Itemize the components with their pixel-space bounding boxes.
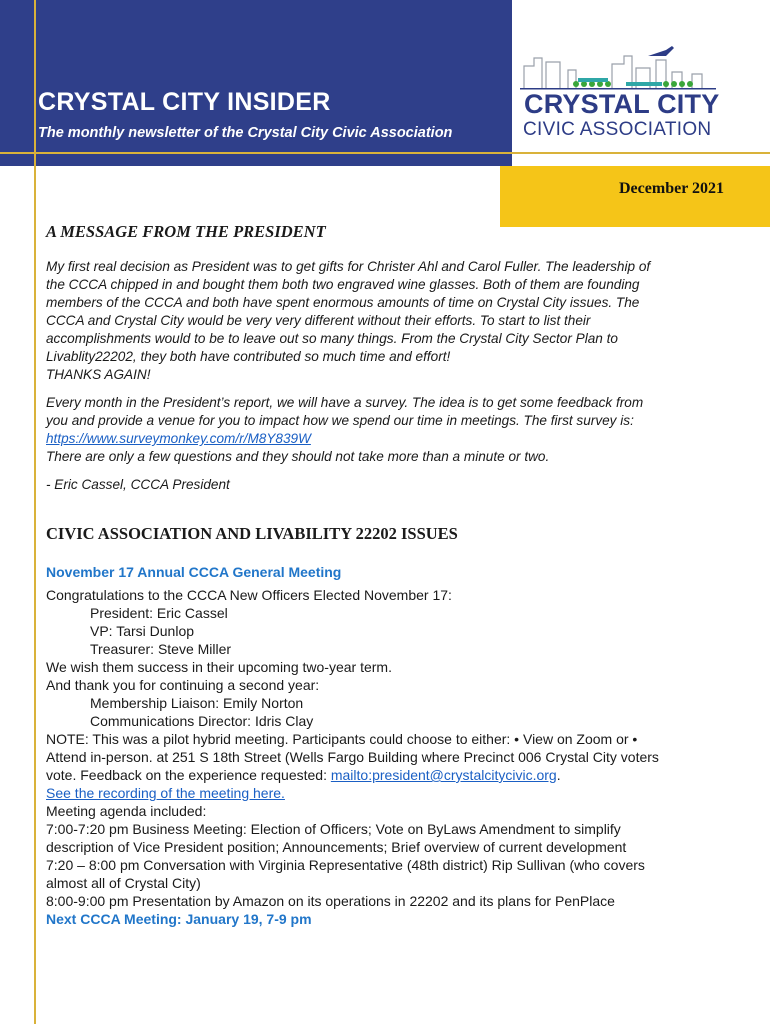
text-line: Every month in the President’s report, we will have a survey. The idea is to get some feedback from [46, 395, 644, 410]
text-line: There are only a few questions and they should not take more than a minute or two. [46, 449, 550, 464]
newsletter-subtitle: The monthly newsletter of the Crystal City Civic Association [38, 125, 453, 141]
officer-item: President: Eric Cassel [90, 605, 228, 621]
email-link[interactable]: mailto:president@crystalcitycivic.org [330, 767, 557, 783]
text-line: Congratulations to the CCCA New Officers Elected November 17: [46, 587, 452, 603]
issues-section-heading: CIVIC ASSOCIATION AND LIVABILITY 22202 ISSUES [46, 524, 458, 543]
president-message-paragraph-2 [46, 394, 736, 466]
officer-item: Treasurer: Steve Miller [90, 641, 232, 657]
president-signature: - Eric Cassel, CCCA President [46, 477, 230, 492]
officer-item: Membership Liaison: Emily Norton [90, 695, 304, 711]
recording-link[interactable]: See the recording of the meeting here. [46, 785, 285, 801]
text-line: And thank you for continuing a second year: [46, 677, 320, 693]
next-meeting: Next CCCA Meeting: January 19, 7-9 pm [46, 911, 312, 927]
meeting-heading: November 17 Annual CCCA General Meeting [46, 564, 342, 580]
text-line: THANKS AGAIN! [46, 367, 151, 382]
officer-item: Communications Director: Idris Clay [90, 713, 314, 729]
president-message-paragraph-1 [46, 258, 736, 384]
text-line: 7:00-7:20 pm Business Meeting: Election of Officers; Vote on ByLaws Amendment to simplify [46, 821, 621, 837]
president-message-heading: A MESSAGE FROM THE PRESIDENT [46, 222, 326, 241]
text-line: We wish them success in their upcoming two-year term. [46, 659, 392, 675]
text-line: Meeting agenda included: [46, 803, 207, 819]
text-line: Livablity22202, they both have contributed so much time and effort! [46, 349, 451, 364]
text-line: almost all of Crystal City) [46, 875, 201, 891]
survey-link[interactable]: https://www.surveymonkey.com/r/M8Y839W [46, 431, 311, 446]
text-line: 7:20 – 8:00 pm Conversation with Virginia Representative (48th district) Rip Sullivan (who covers [46, 857, 645, 873]
text-line: you and provide a venue for you to impact how we spend our time in meetings. The first survey is: [46, 413, 634, 428]
text-line: description of Vice President position; Announcements; Brief overview of current development [46, 839, 627, 855]
text-line: Attend in-person. at 251 S 18th Street (Wells Fargo Building where Precinct 006 Crystal City voters [46, 749, 659, 765]
newsletter-title: CRYSTAL CITY INSIDER [38, 88, 331, 116]
text-line: CCCA and Crystal City would be very very different without their efforts. To start to list their [46, 313, 591, 328]
header-banner [0, 0, 512, 166]
issue-date: December 2021 [619, 180, 724, 197]
text-line: 8:00-9:00 pm Presentation by Amazon on its operations in 22202 and its plans for PenPlace [46, 893, 615, 909]
text-line: NOTE: This was a pilot hybrid meeting. Participants could choose to either: • View on Zoom or • [46, 731, 638, 747]
text-line: the CCCA chipped in and bought them both two engraved wine glasses. Both of them are founding [46, 277, 640, 292]
newsletter-body [46, 222, 736, 928]
margin-rule-horizontal [0, 152, 770, 154]
text-line: My first real decision as President was to get gifts for Christer Ahl and Carol Fuller. The leadership of [46, 259, 651, 274]
margin-rule-vertical [34, 0, 36, 1024]
text-line: members of the CCCA and both have spent enormous amounts of time on Crystal City issues. The [46, 295, 640, 310]
logo-wordmark-civic-association: CIVIC ASSOCIATION [523, 119, 712, 140]
officer-item: VP: Tarsi Dunlop [90, 623, 195, 639]
logo-wordmark-crystal-city: CRYSTAL CITY [524, 89, 720, 119]
text-line: accomplishments would to be to leave out so many things. From the Crystal City Sector Plan to [46, 331, 618, 346]
text-line: vote. Feedback on the experience requested: mailto:president@crystalcitycivic.org. [46, 767, 561, 783]
